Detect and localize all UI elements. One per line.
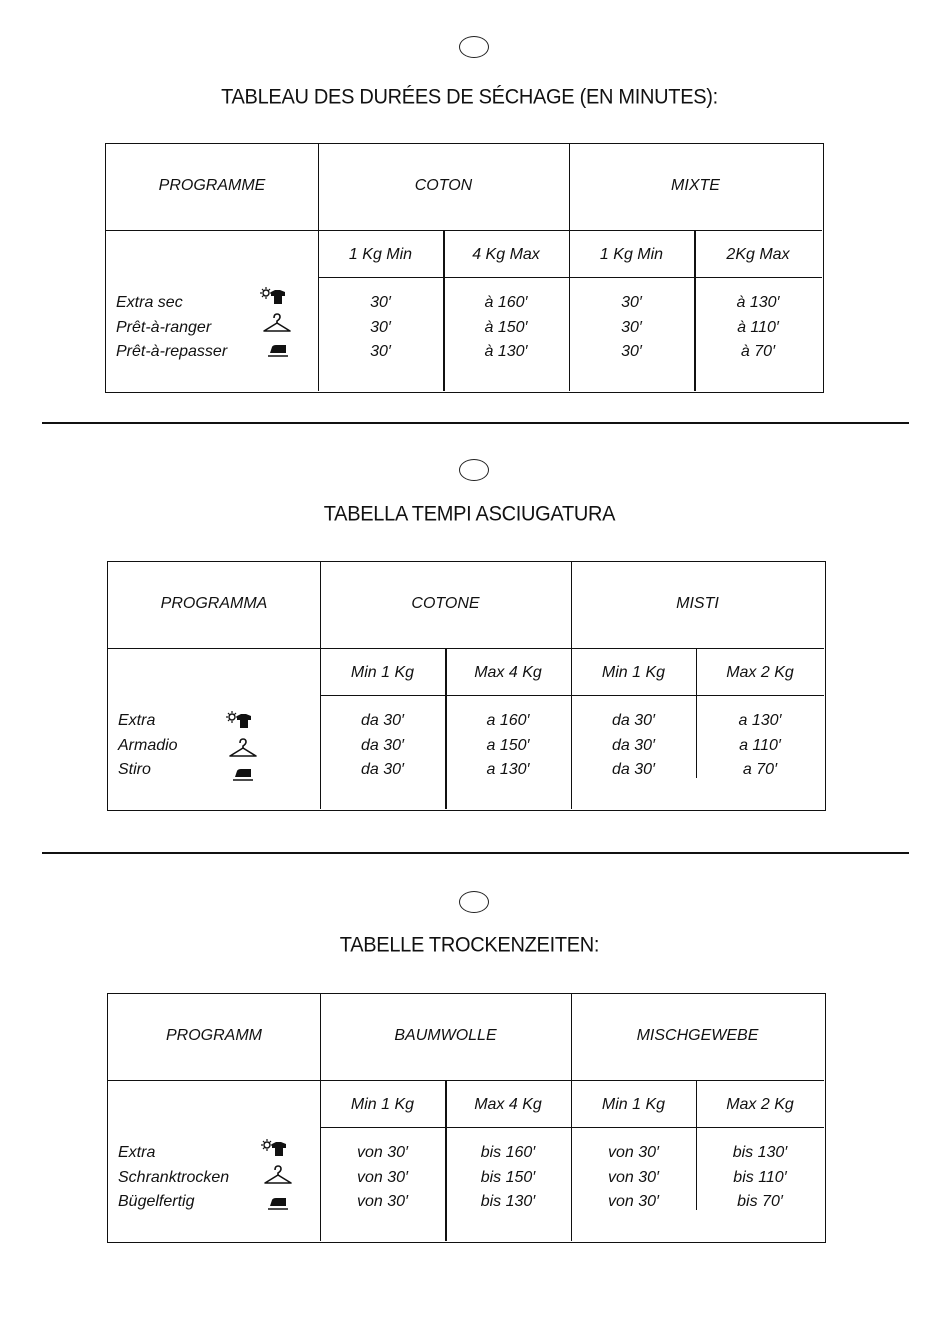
cotton-header: COTONE xyxy=(411,595,480,612)
cell: 30′ xyxy=(370,343,391,360)
cell: à 130′ xyxy=(484,343,528,360)
cell: bis 110′ xyxy=(733,1169,787,1186)
subheader-col3: Min 1 Kg xyxy=(601,1096,666,1113)
subheader-col4: Max 2 Kg xyxy=(726,664,794,681)
drying-times-table xyxy=(107,561,826,811)
cell: von 30′ xyxy=(607,1193,660,1210)
iron-icon xyxy=(264,1191,294,1213)
cell: 30′ xyxy=(621,343,642,360)
cell: a 70′ xyxy=(742,761,778,778)
section-divider xyxy=(42,852,909,854)
iron-icon xyxy=(229,762,259,784)
cell: bis 160′ xyxy=(480,1144,536,1161)
mixed-header: MISTI xyxy=(676,595,719,612)
cell: a 130′ xyxy=(486,761,530,778)
drying-times-table xyxy=(105,143,824,393)
cell: da 30′ xyxy=(360,761,405,778)
subheader-col2: 4 Kg Max xyxy=(472,246,540,263)
language-circle xyxy=(459,459,489,481)
cell: bis 130′ xyxy=(480,1193,536,1210)
cell: da 30′ xyxy=(611,712,656,729)
subheader-col1: Min 1 Kg xyxy=(350,1096,415,1113)
cell: à 160′ xyxy=(484,294,528,311)
extra-dry-icon xyxy=(259,287,289,309)
hanger-icon xyxy=(261,312,291,334)
hanger-icon xyxy=(262,1164,292,1186)
subheader-col2: Max 4 Kg xyxy=(474,664,542,681)
mixed-header: MISCHGEWEBE xyxy=(636,1027,759,1044)
cell: da 30′ xyxy=(611,737,656,754)
cell: da 30′ xyxy=(360,737,405,754)
drying-times-table xyxy=(107,993,826,1243)
cell: von 30′ xyxy=(356,1144,409,1161)
cell: von 30′ xyxy=(356,1193,409,1210)
mixed-header: MIXTE xyxy=(671,177,720,194)
cell: 30′ xyxy=(370,294,391,311)
program-label: Bügelfertig xyxy=(118,1193,195,1210)
cell: bis 150′ xyxy=(480,1169,536,1186)
program-label: Armadio xyxy=(118,737,178,754)
subheader-col4: 2Kg Max xyxy=(726,246,790,263)
hanger-icon xyxy=(227,737,257,759)
subheader-col2: Max 4 Kg xyxy=(474,1096,542,1113)
section-title: TABELLE TROCKENZEITEN: xyxy=(339,933,600,957)
subheader-col1: Min 1 Kg xyxy=(350,664,415,681)
program-label: Prêt-à-repasser xyxy=(116,343,228,360)
cell: à 150′ xyxy=(484,319,528,336)
subheader-col3: Min 1 Kg xyxy=(601,664,666,681)
program-header: PROGRAMM xyxy=(166,1027,262,1044)
program-label: Prêt-à-ranger xyxy=(116,319,212,336)
cotton-header: BAUMWOLLE xyxy=(394,1027,497,1044)
language-circle xyxy=(459,891,489,913)
cell: a 110′ xyxy=(739,737,781,754)
cell: da 30′ xyxy=(360,712,405,729)
section-title: TABLEAU DES DURÉES DE SÉCHAGE (EN MINUTES): xyxy=(221,85,718,109)
subheader-col1: 1 Kg Min xyxy=(348,246,413,263)
program-header: PROGRAMMA xyxy=(160,595,268,612)
program-label: Extra xyxy=(118,1144,156,1161)
cell: a 160′ xyxy=(486,712,530,729)
program-label: Extra xyxy=(118,712,156,729)
iron-icon xyxy=(264,338,294,360)
program-label: Schranktrocken xyxy=(118,1169,230,1186)
cell: 30′ xyxy=(621,294,642,311)
program-label: Stiro xyxy=(118,761,151,778)
program-header: PROGRAMME xyxy=(158,177,266,194)
cell: bis 70′ xyxy=(737,1193,783,1210)
subheader-col3: 1 Kg Min xyxy=(599,246,664,263)
cell: von 30′ xyxy=(607,1169,660,1186)
cell: da 30′ xyxy=(611,761,656,778)
cell: bis 130′ xyxy=(732,1144,788,1161)
language-circle xyxy=(459,36,489,58)
cell: von 30′ xyxy=(607,1144,660,1161)
subheader-col4: Max 2 Kg xyxy=(726,1096,794,1113)
extra-dry-icon xyxy=(225,711,255,733)
cell: a 130′ xyxy=(738,712,782,729)
section-title: TABELLA TEMPI ASCIUGATURA xyxy=(323,502,616,526)
cell: a 150′ xyxy=(486,737,530,754)
cell: à 110′ xyxy=(737,319,779,336)
cell: von 30′ xyxy=(356,1169,409,1186)
cell: à 130′ xyxy=(736,294,780,311)
cell: 30′ xyxy=(370,319,391,336)
cell: 30′ xyxy=(621,319,642,336)
program-label: Extra sec xyxy=(116,294,183,311)
cotton-header: COTON xyxy=(414,177,473,194)
cell: à 70′ xyxy=(740,343,776,360)
extra-dry-icon xyxy=(260,1139,290,1161)
section-divider xyxy=(42,422,909,424)
